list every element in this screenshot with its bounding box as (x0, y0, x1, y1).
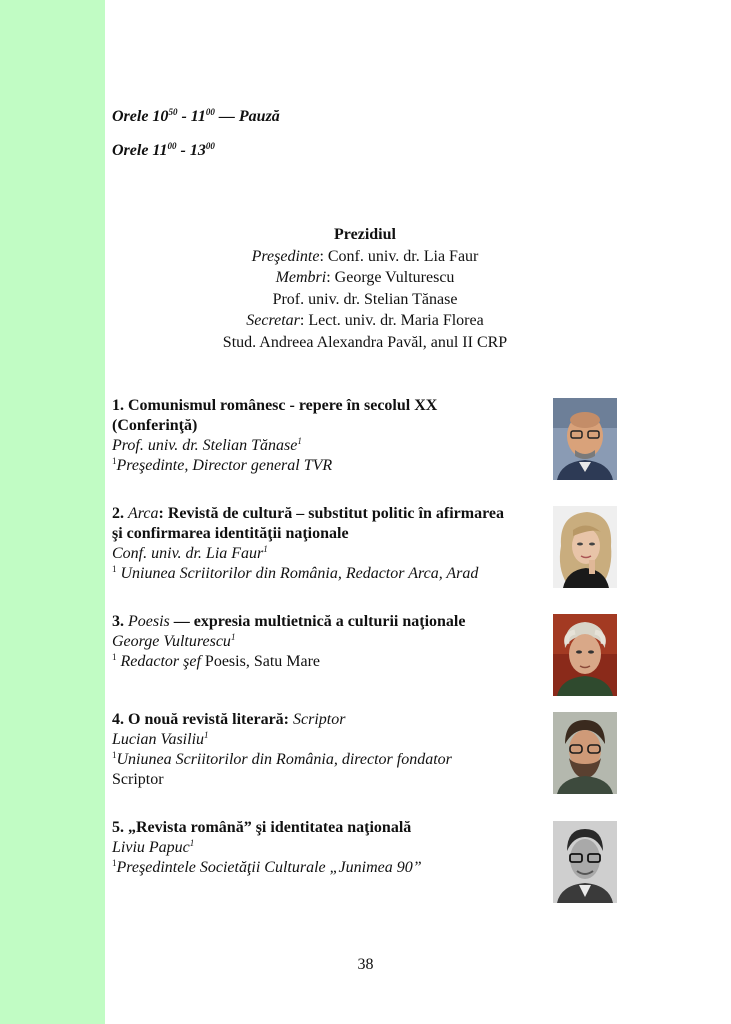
program-item-2 (112, 504, 542, 584)
portrait-photo-3 (553, 614, 617, 696)
item-author: Liviu Papuc$^1$ (112, 838, 195, 856)
blonde-woman-portrait (553, 506, 617, 588)
program-item-5 (112, 818, 539, 878)
schedule-break: Orele $10^{50} - 11^{00}$ — Pauză (112, 107, 280, 125)
portrait-photo-5 (553, 821, 617, 903)
bald-man-glasses-portrait (553, 398, 617, 480)
item-author: Prof. univ. dr. Stelian Tănase$^1$ (112, 436, 302, 454)
program-item-1 (112, 396, 539, 476)
bearded-man-glasses-portrait (553, 712, 617, 794)
presidium-title: Prezidiul (334, 226, 396, 243)
item-affiliation: $^1$Uniunea Scriitorilor din România, director fondator Scriptor (112, 750, 452, 788)
item-title: 2. Arca: Revistă de cultură – substitut politic în afirmarea şi confirmarea identităţii naţionale (112, 505, 504, 542)
item-title: 1. Comunismul românesc - repere în secolul XX (Conferinţă) (112, 397, 438, 434)
item-title: 4. O nouă revistă literară: Scriptor (112, 711, 346, 728)
program-item-3 (112, 612, 539, 672)
item-title: 3. Poesis — expresia multietnică a culturii naţionale (112, 613, 466, 630)
portrait-photo-2 (553, 506, 617, 588)
item-title: 5. „Revista română” şi identitatea naţională (112, 819, 412, 836)
portrait-photo-4 (553, 712, 617, 794)
portrait-photo-1 (553, 398, 617, 480)
presidium-members: Membri: George Vulturescu (275, 269, 455, 287)
item-affiliation: $^1$Preşedintele Societăţii Culturale „Junimea 90” (112, 858, 422, 876)
presidium-member-2: Prof. univ. dr. Stelian Tănase (272, 290, 458, 308)
bw-man-glasses-portrait (553, 821, 617, 903)
presidium-secretary-2: Stud. Andreea Alexandra Pavăl, anul II CRP (222, 333, 508, 351)
presidium-secretary: Secretar: Lect. univ. dr. Maria Florea (246, 312, 484, 330)
presidium-president: Preşedinte: Conf. univ. dr. Lia Faur (251, 247, 479, 265)
item-affiliation: $^1$ Uniunea Scriitorilor din România, Redactor Arca, Arad (112, 564, 479, 582)
side-color-band (0, 0, 105, 1024)
item-author: Lucian Vasiliu$^1$ (112, 730, 209, 748)
presidium-block (112, 224, 618, 354)
page-number: 38 (357, 956, 374, 973)
schedule-session: Orele $11^{00} - 13^{00}$ (112, 141, 215, 159)
item-affiliation: $^1$Preşedinte, Director general TVR (112, 456, 333, 474)
grey-haired-man-portrait (553, 614, 617, 696)
item-author: Conf. univ. dr. Lia Faur$^1$ (112, 544, 268, 562)
item-author: George Vulturescu$^1$ (112, 632, 236, 650)
item-affiliation: $^1$ Redactor şef Poesis, Satu Mare (112, 652, 321, 670)
program-item-4 (112, 710, 539, 790)
